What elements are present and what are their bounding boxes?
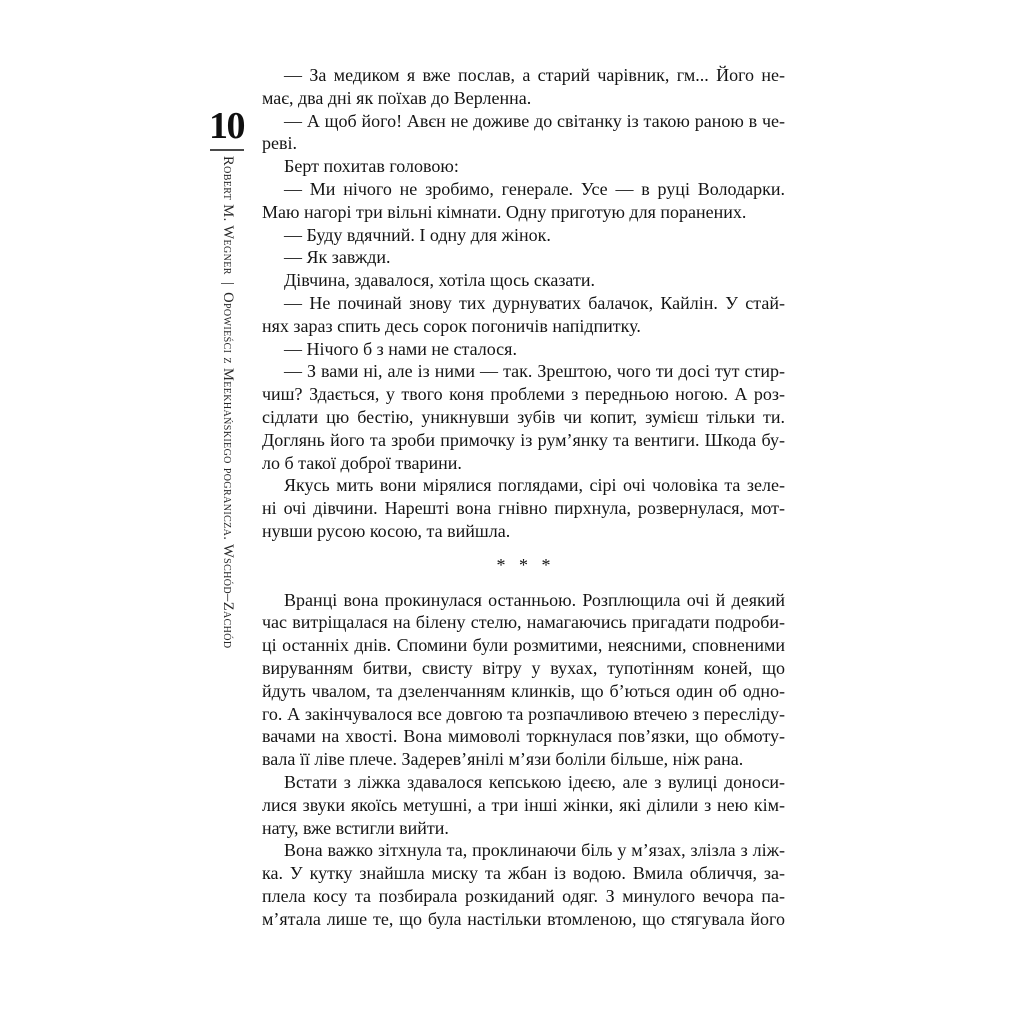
text-line: нату, вже встигли вийти. bbox=[262, 817, 449, 838]
text-line: Якусь мить вони мірялися поглядами, сірі очі чоловіка та зеле- bbox=[284, 475, 785, 496]
paragraph bbox=[262, 246, 785, 269]
text-line: м’ятала лише те, що була настільки втомленою, що стягувала його bbox=[262, 908, 785, 929]
paragraph bbox=[262, 110, 785, 156]
paragraph bbox=[262, 771, 785, 839]
text-line: ло б такої доброї тварини. bbox=[262, 452, 462, 473]
text-line: го. А закінчувалося все довгою та розпачливою втечею з пересліду- bbox=[262, 703, 785, 724]
running-head-vertical bbox=[214, 156, 236, 776]
text-line: вируванням битви, свисту вітру у вухах, тупотінням коней, що bbox=[262, 657, 785, 678]
page-number-rule bbox=[210, 149, 244, 151]
text-line: плела косу та позбирала розкиданий одяг. З минулого вечора па- bbox=[262, 885, 785, 906]
text-line: сідлати цю бестію, уникнувши зубів чи копит, зумієш тільки ти. bbox=[262, 406, 785, 427]
text-line: — Ми нічого не зробимо, генерале. Усе — в руці Володарки. bbox=[284, 178, 785, 199]
paragraph bbox=[262, 224, 785, 247]
text-line: Вона важко зітхнула та, проклинаючи біль у м’язах, злізла з ліж- bbox=[284, 840, 785, 861]
text-line: Доглянь його та зроби примочку із рум’янку та вентиги. Шкода бу- bbox=[262, 429, 785, 450]
text-line: нях зараз спить десь сорок погоничів напідпитку. bbox=[262, 315, 641, 336]
text-line: Берт похитав головою: bbox=[284, 156, 459, 177]
text-line: — З вами ні, але із ними — так. Зрештою, чого ти досі тут стир- bbox=[284, 361, 785, 382]
text-line: вала її ліве плече. Задерев’янілі м’язи боліли більше, ніж рана. bbox=[262, 749, 744, 770]
text-line: час витріщалася на білену стелю, намагаючись пригадати подроби- bbox=[262, 612, 785, 633]
text-line: має, два дні як поїхав до Верленна. bbox=[262, 87, 532, 108]
body-text-column bbox=[262, 64, 785, 930]
text-line: — А щоб його! Авєн не доживе до світанку із такою раною в че- bbox=[284, 110, 785, 131]
text-line: ці останніх днів. Спомини були розмитими, неясними, сповненими bbox=[262, 635, 785, 656]
text-line: нувши русою косою, та вийшла. bbox=[262, 520, 511, 541]
paragraph bbox=[262, 269, 785, 292]
text-line: Дівчина, здавалося, хотіла щось сказати. bbox=[284, 270, 595, 291]
text-line: ка. У кутку знайшла миску та жбан із водою. Вмила обличчя, за- bbox=[262, 863, 785, 884]
paragraph bbox=[262, 155, 785, 178]
text-line: реві. bbox=[262, 133, 297, 154]
text-line: — За медиком я вже послав, а старий чарівник, гм... Його не- bbox=[284, 65, 785, 85]
text-line: Встати з ліжка здавалося кепською ідеєю, але з вулиці доноси- bbox=[284, 771, 785, 792]
text-line: ні очі дівчини. Нарешті вона гнівно пирхнула, розвернулася, мот- bbox=[262, 498, 785, 519]
section-break: * * * bbox=[496, 554, 551, 575]
paragraph bbox=[262, 178, 785, 224]
running-head-separator: | bbox=[220, 281, 236, 286]
text-line: йдуть чвалом, та дзеленчанням клинків, що б’ються один об одно- bbox=[262, 680, 785, 701]
text-line: — Як завжди. bbox=[284, 247, 391, 268]
text-line: — Нічого б з нами не сталося. bbox=[284, 338, 517, 359]
text-line: чиш? Здається, у твого коня проблеми з передньою ногою. А роз- bbox=[262, 384, 785, 405]
paragraph bbox=[262, 338, 785, 361]
text-line: Вранці вона прокинулася останньою. Розплющила очі й деякий bbox=[284, 589, 785, 610]
text-line: лися звуки якоїсь метушні, а три інші жінки, які ділили з нею кім- bbox=[262, 794, 785, 815]
paragraph bbox=[262, 292, 785, 338]
text-line: Маю нагорі три вільні кімнати. Одну приготую для поранених. bbox=[262, 201, 747, 222]
text-line: вачами на хвості. Вона мимоволі торкнулася пов’язки, що обмоту- bbox=[262, 726, 785, 747]
book-title: Opowieści z Meekhańskiego pogranicza. Wschód–Zachód bbox=[220, 292, 236, 649]
author-name: Robert M. Wegner bbox=[220, 156, 236, 275]
paragraph bbox=[262, 474, 785, 542]
paragraph bbox=[262, 589, 785, 771]
text-line: — Буду вдячний. І одну для жінок. bbox=[284, 224, 551, 245]
paragraph bbox=[262, 64, 785, 110]
paragraph bbox=[262, 839, 785, 930]
paragraph bbox=[262, 360, 785, 474]
page-number: 10 bbox=[209, 105, 244, 147]
text-line: — Не починай знову тих дурнуватих балачок, Кайлін. У стай- bbox=[284, 292, 785, 313]
